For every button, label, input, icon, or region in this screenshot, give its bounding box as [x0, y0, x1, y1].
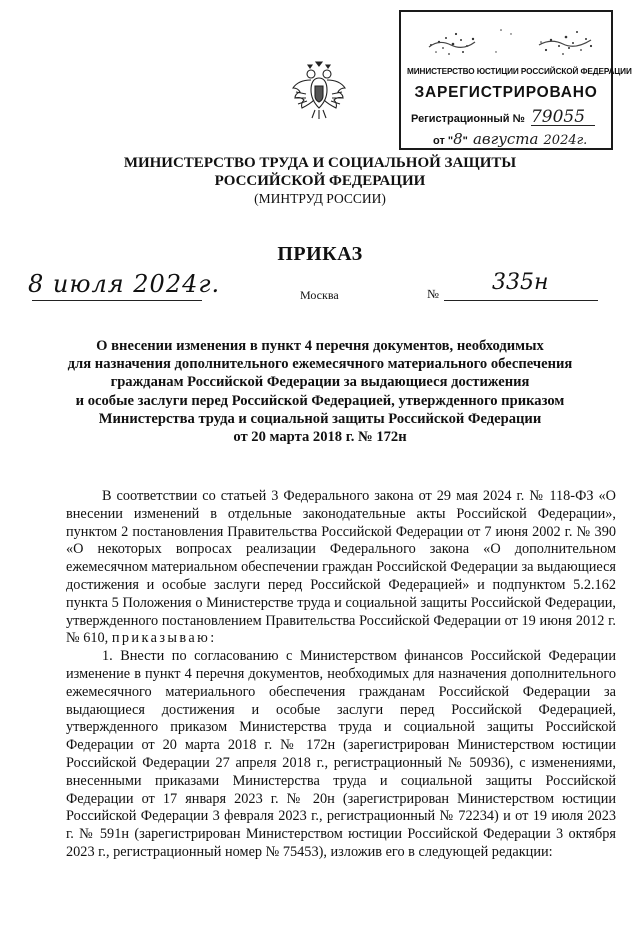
subject-line: для назначения дополнительного ежемесячного материального обеспечения [67, 356, 573, 373]
document-title: ПРИКАЗ [277, 243, 363, 265]
stamp-ministry-name: МИНИСТЕРСТВО ЮСТИЦИИ РОССИЙСКОЙ ФЕДЕРАЦИИ [407, 67, 632, 76]
order-date: 8 июля 2024г. [28, 270, 221, 298]
stamp-reg-label: Регистрационный № [411, 113, 525, 125]
preamble-text: В соответствии со статьей 3 Федерального закона от 29 мая 2024 г. № 118-ФЗ «О внесении изменений в отдельные законодательные акты Российской Федерации», пунктом 2 постановления Правительства Российской Федерации от 7 июня 2002 г. № 390 «О некоторых вопросах реализации Федерального закона «О дополнительном ежемесячном материальном обеспечении граждан Российской Федерации за выдающиеся достижения и особые заслуги перед Российской Федерацией» и подпунктом 5.2.162 пункта 5 Положения о Министерстве труда и социальной защиты Российской Федерации, утвержденного постановлением Правительства Российской Федерации от 19 июня 2012 г. № 610, [66, 488, 616, 647]
ministry-name-line1: МИНИСТЕРСТВО ТРУДА И СОЦИАЛЬНОЙ ЗАЩИТЫ [123, 155, 517, 171]
ministry-name-line2: РОССИЙСКОЙ ФЕДЕРАЦИИ [214, 173, 426, 189]
subject-line: и особые заслуги перед Российской Федерацией, утвержденного приказом [75, 392, 565, 409]
stamp-date-row [433, 130, 587, 148]
subject-line: Министерства труда и социальной защиты Российской Федерации [98, 410, 542, 427]
registration-stamp [399, 10, 632, 150]
order-body [66, 488, 616, 862]
subject-line: от 20 марта 2018 г. № 172н [233, 429, 407, 446]
ministry-abbreviation: (МИНТРУД РОССИИ) [254, 191, 386, 206]
clause-1-paragraph: 1. Внести по согласованию с Министерством финансов Российской Федерации изменение в пункт 4 перечня документов, необходимых для назначения дополнительного ежемесячного материального обеспечения гражданам Российской Федерации за выдающиеся достижения и особые заслуги перед Российской Федерацией, утвержденного приказом Министерства труда и социальной защиты Российской Федерации от 20 марта 2018 г. № 172н (зарегистрирован Министерством юстиции Российской Федерации 27 апреля 2018 г., регистрационный № 50936), с изменениями, внесенными приказами Министерства труда и социальной защиты Российской Федерации от 17 января 2023 г. № 20н (зарегистрирован Министерством юстиции Российской Федерации 3 февраля 2023 г., регистрационный № 72234) и от 19 июля 2023 г. № 591н (зарегистрирован Министерством юстиции Российской Федерации 3 октября 2023 г., регистрационный номер № 75453), изложив его в следующей редакции: [66, 648, 616, 860]
order-subject [40, 337, 600, 446]
stamp-date-year: 2024г. [543, 133, 588, 148]
coat-of-arms-icon [288, 58, 350, 122]
subject-line: гражданам Российской Федерации за выдающиеся достижения [110, 374, 530, 391]
subject-line: О внесении изменения в пункт 4 перечня документов, необходимых [96, 338, 544, 354]
order-number-underline [444, 300, 598, 301]
stamp-date-prefix: от " [433, 135, 454, 147]
order-number: 335н [492, 270, 549, 295]
order-city: Москва [300, 288, 339, 302]
decree-word: приказываю: [111, 630, 217, 647]
stamp-seal-texture [401, 12, 611, 67]
stamp-registered-label: ЗАРЕГИСТРИРОВАНО [414, 84, 598, 101]
stamp-reg-number: 79055 [531, 109, 595, 126]
order-date-underline [32, 300, 202, 301]
stamp-registration-number-row [411, 109, 595, 126]
preamble-paragraph [66, 488, 616, 648]
stamp-date-month: августа [472, 130, 539, 148]
stamp-date-day: 8 [453, 130, 463, 148]
stamp-date-quote: " [462, 135, 468, 147]
order-number-label: № [427, 287, 439, 301]
